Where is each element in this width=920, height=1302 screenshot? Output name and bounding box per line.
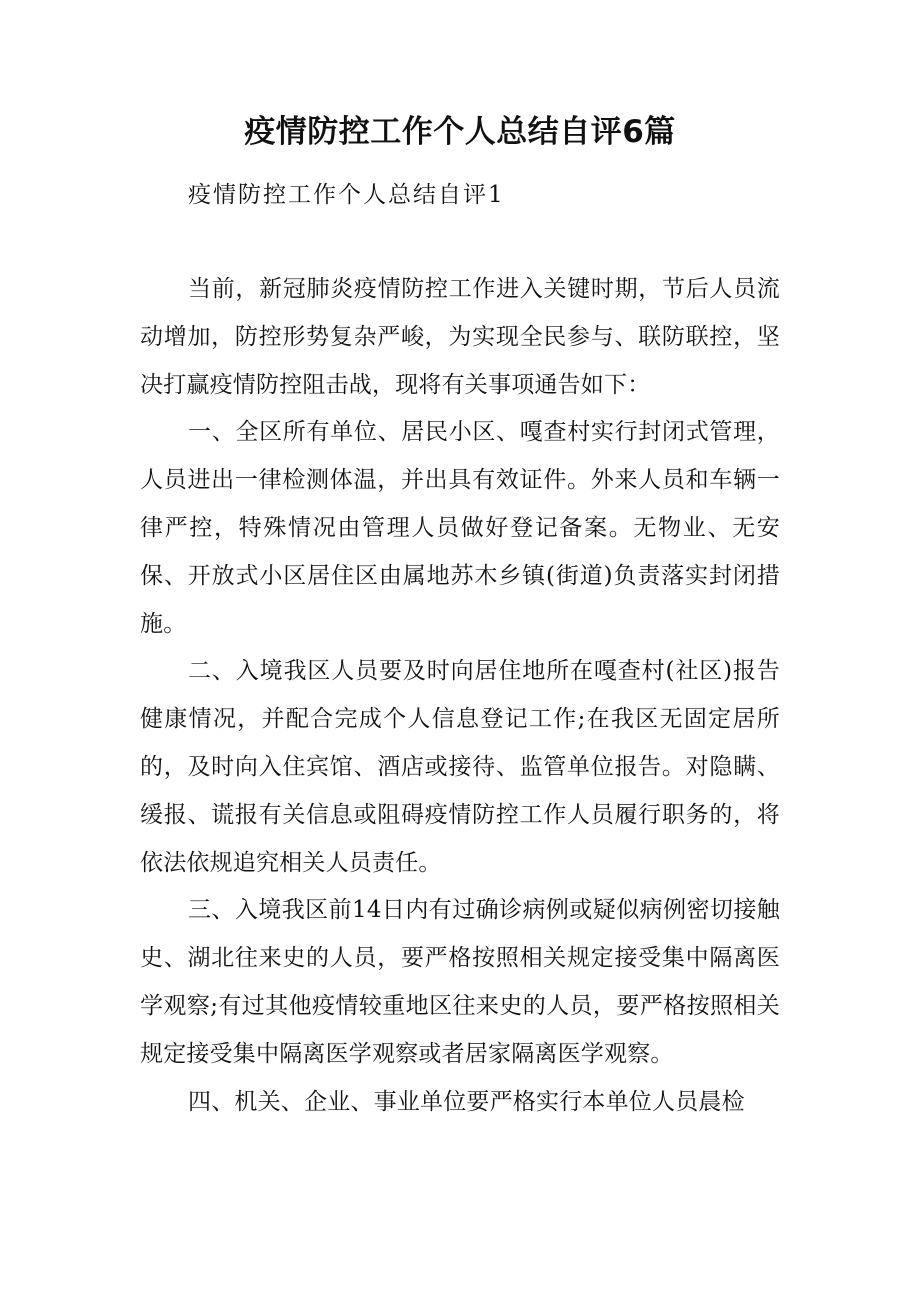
document-body [140,266,780,1126]
paragraph-intro: 当前，新冠肺炎疫情防控工作进入关键时期，节后人员流动增加，防控形势复杂严峻，为实现全民参与、联防联控，坚决打赢疫情防控阻击战，现将有关事项通告如下： [140,276,780,398]
document-title: 疫情防控工作个人总结自评6篇 [244,114,676,150]
paragraph-item-1: 一、全区所有单位、居民小区、嘎查村实行封闭式管理，人员进出一律检测体温，并出具有效证件。外来人员和车辆一律严控，特殊情况由管理人员做好登记备案。无物业、无安保、开放式小区居住区由属地苏木乡镇(街道)负责落实封闭措施。 [140,419,780,637]
paragraph-item-4: 四、机关、企业、事业单位要严格实行本单位人员晨检 [188,1088,745,1115]
paragraph-item-2: 二、入境我区人员要及时向居住地所在嘎查村(社区)报告健康情况，并配合完成个人信息登记工作;在我区无固定居所的，及时向入住宾馆、酒店或接待、监管单位报告。对隐瞒、缓报、谎报有关信息或阻碍疫情防控工作人员履行职务的，将依法依规追究相关人员责任。 [140,658,780,876]
document-subtitle: 疫情防控工作个人总结自评1 [188,182,505,208]
paragraph-item-3: 三、入境我区前14日内有过确诊病例或疑似病例密切接触史、湖北往来史的人员，要严格按照相关规定接受集中隔离医学观察;有过其他疫情较重地区往来史的人员，要严格按照相关规定接受集中隔离医学观察或者居家隔离医学观察。 [140,897,780,1067]
